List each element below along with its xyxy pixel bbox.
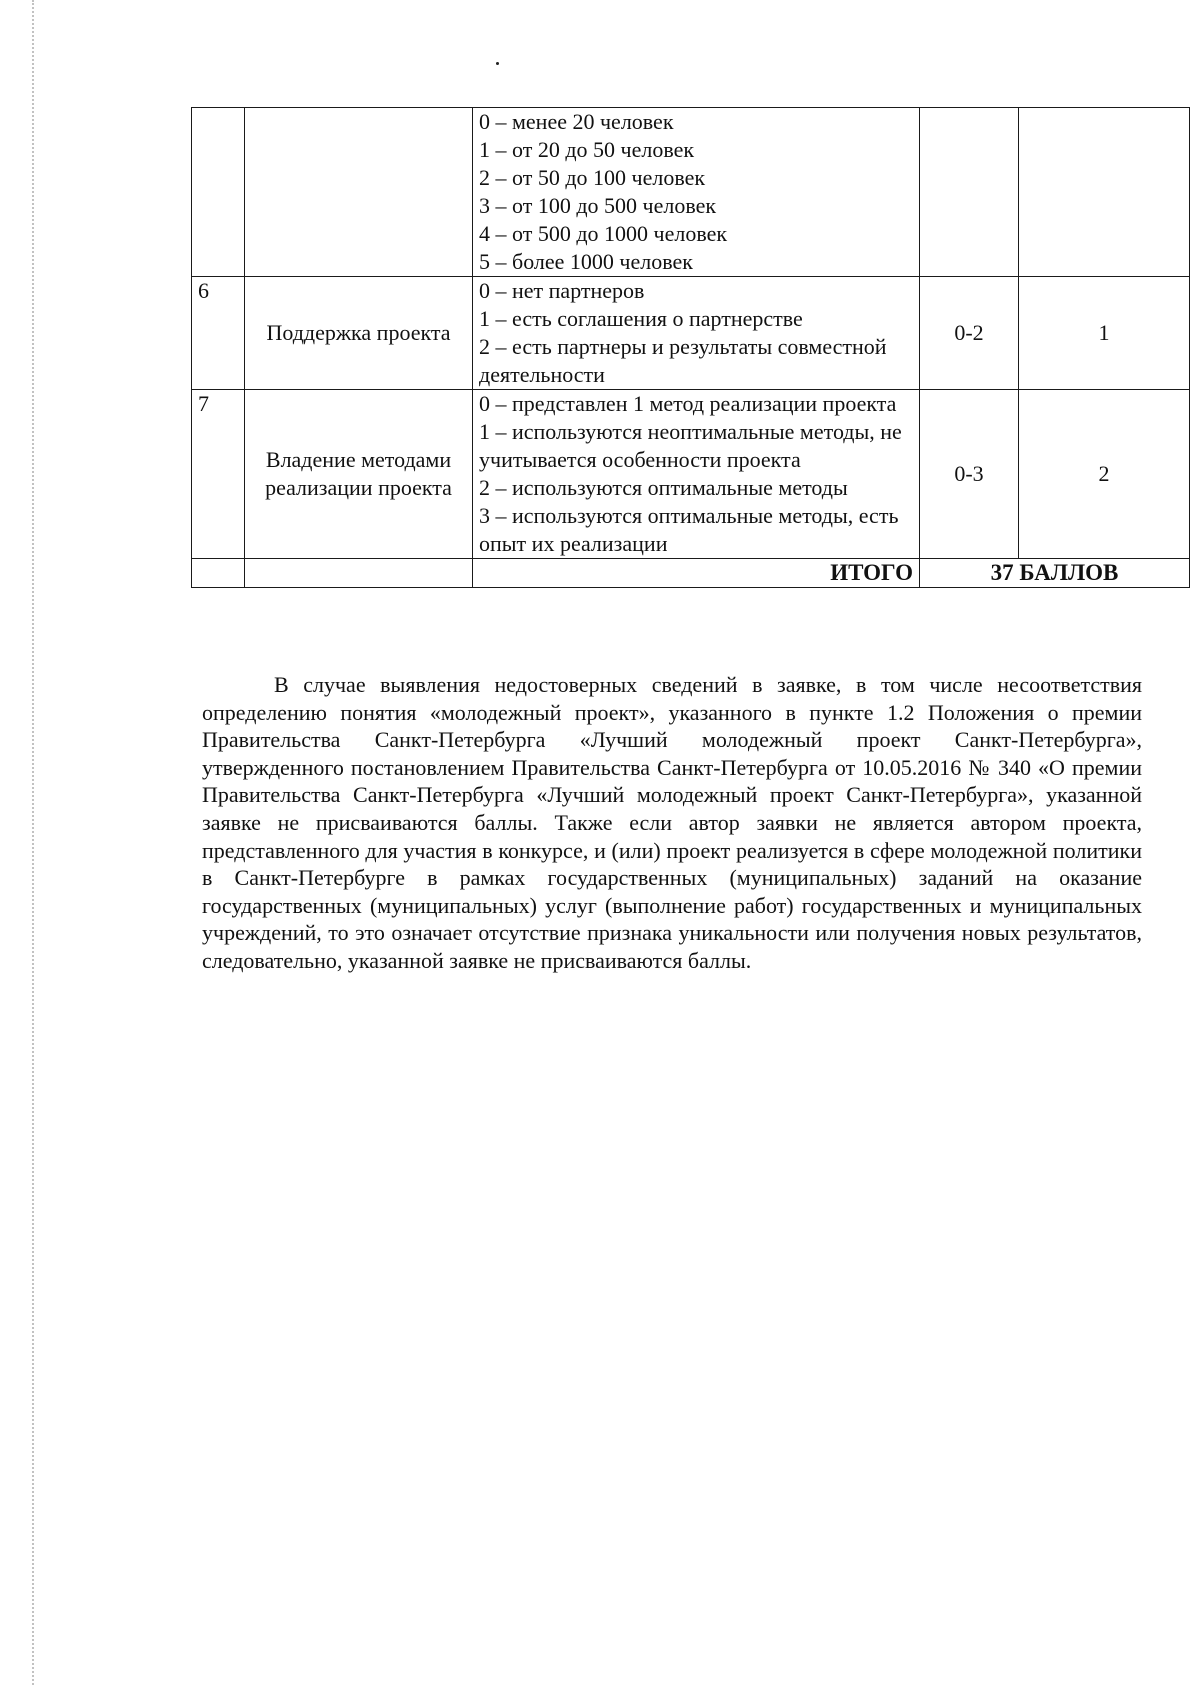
total-label: ИТОГО [473, 559, 920, 588]
table-row [192, 390, 1190, 559]
description-line: 3 – от 100 до 500 человек [479, 193, 717, 218]
criterion-description-cell [473, 277, 920, 390]
description-line: 2 – от 50 до 100 человек [479, 165, 706, 190]
criteria-table [191, 107, 1190, 588]
description-line: 5 – более 1000 человек [479, 249, 693, 274]
description-line: 1 – от 20 до 50 человек [479, 137, 695, 162]
assigned-score-cell: 2 [1019, 390, 1190, 559]
score-range-cell: 0-2 [920, 277, 1019, 390]
description-line: 2 – есть партнеры и результаты совместной деятельности [479, 334, 887, 387]
criterion-description-cell [473, 108, 920, 277]
scan-dot-artifact [496, 62, 499, 65]
total-empty-cell [245, 559, 473, 588]
table-row [192, 277, 1190, 390]
criterion-description-cell [473, 390, 920, 559]
criterion-name-cell: Поддержка проекта [245, 277, 473, 390]
description-line: 1 – есть соглашения о партнерстве [479, 306, 803, 331]
total-value: 37 БАЛЛОВ [920, 559, 1190, 588]
table-row [192, 108, 1190, 277]
score-range-cell: 0-3 [920, 390, 1019, 559]
body-paragraph: В случае выявления недостоверных сведений в заявке, в том числе несоответствия определению понятия «молодежный проект», указанного в пункте 1.2 Положения о премии Правительства Санкт-Петербурга «Лучший молодежный проект Санкт-Петербурга», утвержденного постановлением Правительства Санкт-Петербурга от 10.05.2016 № 340 «О премии Правительства Санкт-Петербурга «Лучший молодежный проект Санкт-Петербурга», указанной заявке не присваиваются баллы. Также если автор заявки не является автором проекта, представленного для участия в конкурсе, и (или) проект реализуется в сфере молодежной политики в Санкт-Петербурге в рамках государственных (муниципальных) заданий на оказание государственных (муниципальных) услуг (выполнение работ) государственных и муниципальных учреждений, то это означает отсутствие признака уникальности или получения новых результатов, следовательно, указанной заявке не присваиваются баллы. [202, 672, 1142, 973]
description-line: 3 – используются оптимальные методы, есть опыт их реализации [479, 503, 899, 556]
description-line: 1 – используются неоптимальные методы, не учитывается особенности проекта [479, 419, 902, 472]
criterion-name-cell [245, 108, 473, 277]
assigned-score-cell: 1 [1019, 277, 1190, 390]
description-line: 0 – представлен 1 метод реализации проекта [479, 391, 897, 416]
description-line: 4 – от 500 до 1000 человек [479, 221, 728, 246]
description-line: 2 – используются оптимальные методы [479, 475, 848, 500]
criterion-name-cell: Владение методами реализации проекта [245, 390, 473, 559]
score-range-cell [920, 108, 1019, 277]
row-number-cell [192, 108, 245, 277]
total-row [192, 559, 1190, 588]
scan-edge-artifact [32, 0, 38, 1685]
assigned-score-cell [1019, 108, 1190, 277]
description-line: 0 – менее 20 человек [479, 109, 674, 134]
row-number-cell: 7 [192, 390, 245, 559]
row-number-cell: 6 [192, 277, 245, 390]
total-empty-cell [192, 559, 245, 588]
description-line: 0 – нет партнеров [479, 278, 645, 303]
